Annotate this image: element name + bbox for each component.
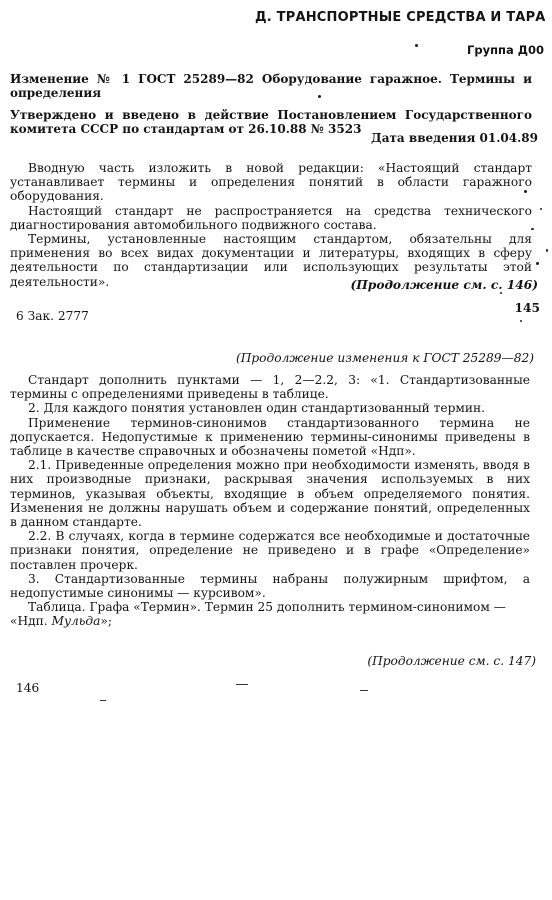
paragraph: Термины, установленные настоящим стандартом, обязательны для применения во всех видах документации и литературы, входящих в сферу деятельности по стандартизации или использующих результаты этой деятельности». xyxy=(10,232,532,289)
approval-text: Утверждено и введено в действие Постановлением Государственного комитета СССР по стандартам от 26.10.88 № 3523 xyxy=(10,108,532,137)
paragraph: 3. Стандартизованные термины набраны полужирным шрифтом, а недопустимые синонимы — курсивом». xyxy=(10,571,530,601)
continuation-note-bottom: (Продолжение см. с. 147) xyxy=(367,654,536,668)
continuation-header: (Продолжение изменения к ГОСТ 25289—82) xyxy=(235,351,534,365)
body-paragraphs xyxy=(10,373,530,629)
section-header: Д. ТРАНСПОРТНЫЕ СРЕДСТВА И ТАРА xyxy=(255,10,546,25)
amendment-title: Изменение № 1 ГОСТ 25289—82 Оборудование гаражное. Термины и определения xyxy=(10,72,532,101)
group-label: Группа Д00 xyxy=(467,43,544,57)
paragraph: Таблица. Графа «Термин». Термин 25 дополнить термином-синонимом — xyxy=(28,600,506,615)
synonym-prefix: «Ндп. xyxy=(10,614,52,629)
paragraph: Применение терминов-синонимов стандартизованного термина не допускается. Недопустимые к применению термины-синонимы приведены в таблице в качестве справочных и обозначены пометой «Ндп». xyxy=(10,415,530,459)
date-of-introduction: Дата введения 01.04.89 xyxy=(371,131,538,145)
continuation-note-top: (Продолжение см. с. 146) xyxy=(350,278,538,292)
paragraph: Настоящий стандарт не распространяется на средства технического диагностирования автомобильного подвижного состава. xyxy=(10,203,532,232)
synonym-suffix: »; xyxy=(100,614,112,629)
paragraph: Вводную часть изложить в новой редакции: «Настоящий стандарт устанавливает термины и определения понятий в области гаражного оборудования. xyxy=(10,161,532,204)
page-number: 146 xyxy=(16,681,40,695)
synonym-line xyxy=(10,614,530,628)
paragraph: 2.1. Приведенные определения можно при необходимости изменять, вводя в них производные признаки, раскрывая значения используемых в них терминов, указывая объекты, входящие в объем определяемого понятия. Изменения не должны нарушать объем и содержание понятий, определенных в данном стандарте. xyxy=(10,458,530,530)
order-number: 6 Зак. 2777 xyxy=(16,309,89,323)
paragraph: Стандарт дополнить пунктами — 1, 2—2.2, 3: «1. Стандартизованные термины с определениями приведены в таблице. xyxy=(10,373,530,402)
synonym-term: Мульда xyxy=(51,614,101,629)
paragraph: 2.2. В случаях, когда в термине содержатся все необходимые и достаточные признаки понятия, определение не приведено и в графе «Определение» поставлен прочерк. xyxy=(10,529,530,572)
page-marker: 145 xyxy=(514,301,540,315)
paragraph: 2. Для каждого понятия установлен один стандартизованный термин. xyxy=(28,401,485,416)
intro-paragraphs xyxy=(10,161,532,289)
